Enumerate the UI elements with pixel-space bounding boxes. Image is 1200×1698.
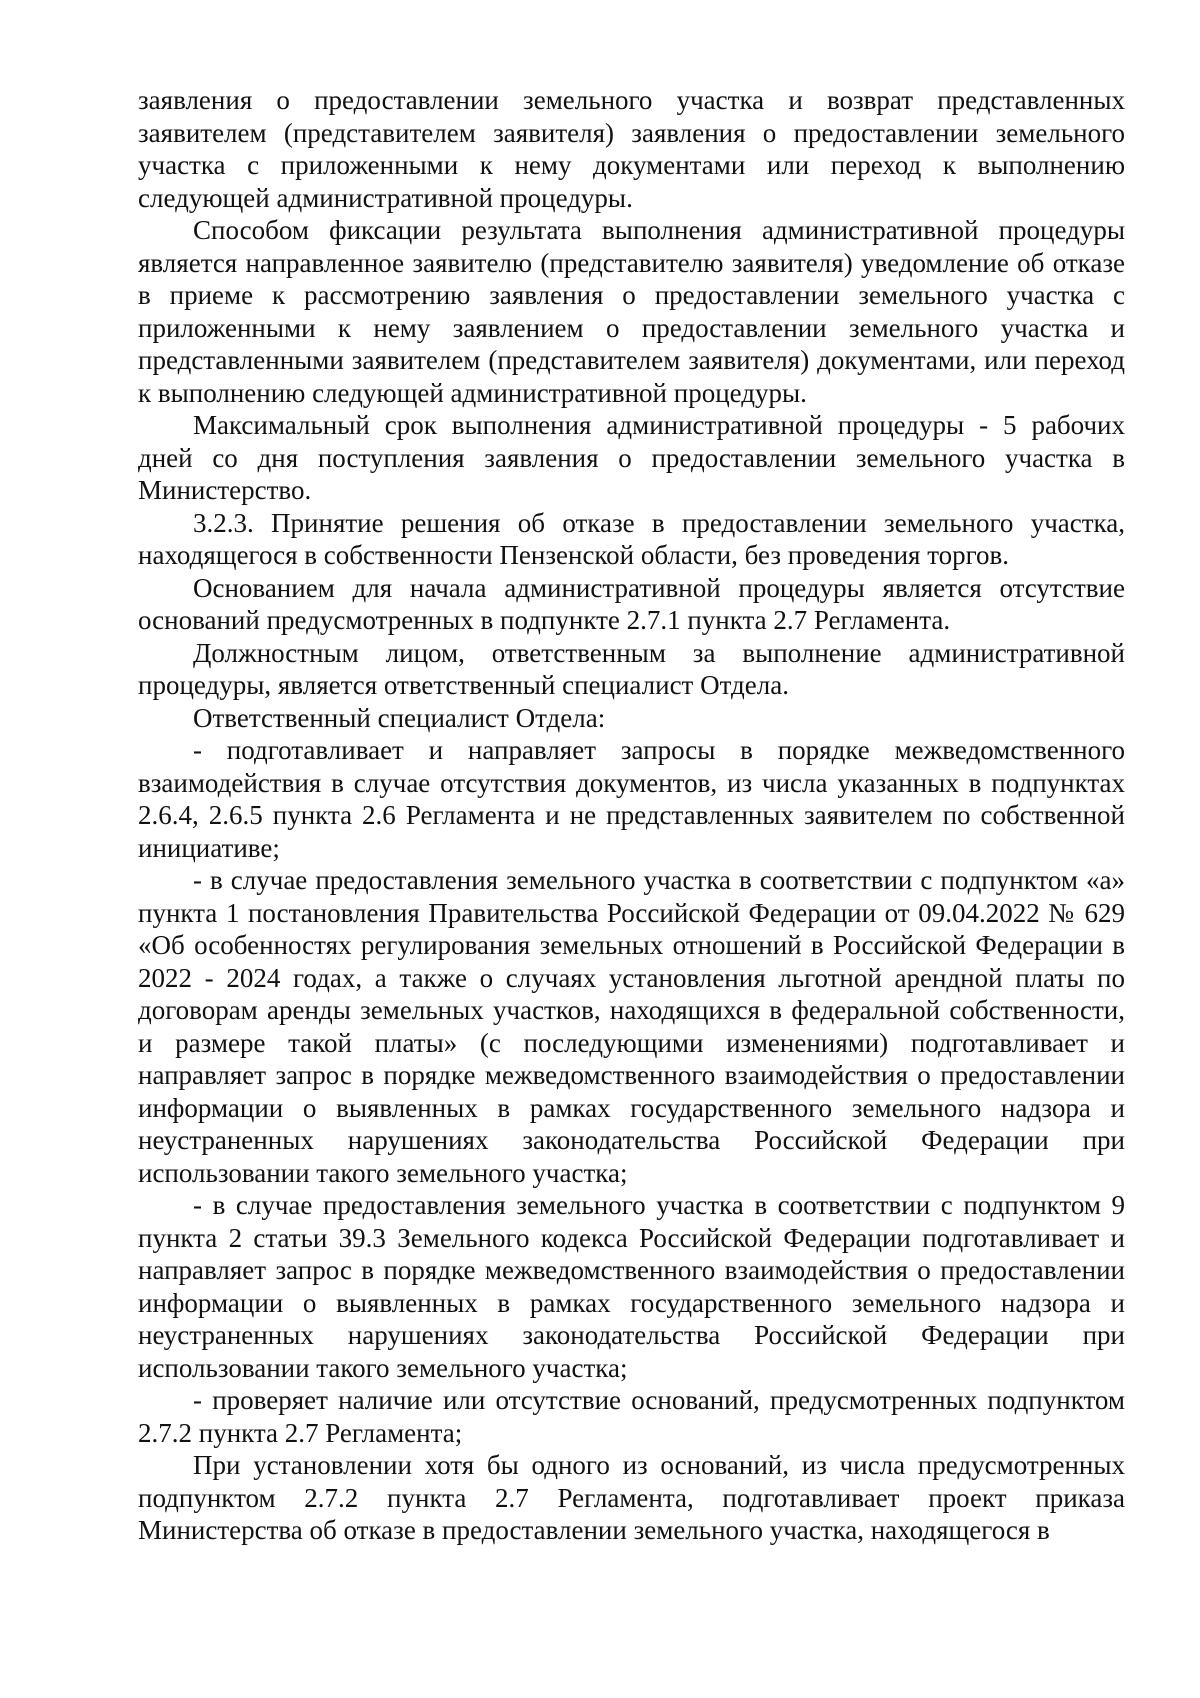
list-item-check-grounds: - проверяет наличие или отсутствие оснований, предусмотренных подпунктом 2.7.2 пункта 2.7 Регламента; — [138, 1385, 1125, 1448]
document-body — [138, 84, 1125, 1547]
paragraph-max-term: Максимальный срок выполнения административной процедуры - 5 рабочих дней со дня поступления заявления о предоставлении земельного участка в Министерство. — [138, 410, 1125, 505]
paragraph-basis: Основанием для начала административной процедуры является отсутствие оснований предусмотренных в подпункте 2.7.1 пункта 2.7 Регламента. — [138, 572, 1125, 635]
paragraph-specialist-intro: Ответственный специалист Отдела: — [193, 702, 606, 733]
list-item-land-code: - в случае предоставления земельного участка в соответствии с подпунктом 9 пункта 2 статьи 39.3 Земельного кодекса Российской Федерации подготавливает и направляет запрос в порядке межведомственного взаимодействия о предоставлении информации о выявленных в рамках государственного земельного надзора и неустраненных нарушениях законодательства Российской Федерации при использовании такого земельного участка; — [138, 1190, 1125, 1383]
paragraph-responsible-person: Должностным лицом, ответственным за выполнение административной процедуры, является ответственный специалист Отдела. — [138, 637, 1125, 700]
paragraph-fixation-method: Способом фиксации результата выполнения административной процедуры является направленное заявителю (представителю заявителя) уведомление об отказе в приеме к рассмотрению заявления о предоставлении земельного участка с приложенными к нему заявлением о предоставлении земельного участка и представленными заявителем (представителем заявителя) документами, или переход к выполнению следующей административной процедуры. — [138, 215, 1125, 408]
list-item-decree-629: - в случае предоставления земельного участка в соответствии с подпунктом «а» пункта 1 постановления Правительства Российской Федерации от 09.04.2022 № 629 «Об особенностях регулирования земельных отношений в Российской Федерации в 2022 - 2024 годах, а также о случаях установления льготной арендной платы по договорам аренды земельных участков, находящихся в федеральной собственности, и размере такой платы» (с последующими изменениями) подготавливает и направляет запрос в порядке межведомственного взаимодействия о предоставлении информации о выявленных в рамках государственного земельного надзора и неустраненных нарушениях законодательства Российской Федерации при использовании такого земельного участка; — [138, 865, 1125, 1188]
paragraph-section-3-2-3: 3.2.3. Принятие решения об отказе в предоставлении земельного участка, находящегося в собственности Пензенской области, без проведения торгов. — [138, 507, 1125, 570]
list-item-requests: - подготавливает и направляет запросы в порядке межведомственного взаимодействия в случае отсутствия документов, из числа указанных в подпунктах 2.6.4, 2.6.5 пункта 2.6 Регламента и не представленных заявителем по собственной инициативе; — [138, 735, 1125, 863]
paragraph-continuation: заявления о предоставлении земельного участка и возврат представленных заявителем (представителем заявителя) заявления о предоставлении земельного участка с приложенными к нему документами или переход к выполнению следующей административной процедуры. — [138, 85, 1125, 213]
paragraph-refusal-order: При установлении хотя бы одного из оснований, из числа предусмотренных подпунктом 2.7.2 пункта 2.7 Регламента, подготавливает проект приказа Министерства об отказе в предоставлении земельного участка, находящегося в — [138, 1450, 1125, 1545]
